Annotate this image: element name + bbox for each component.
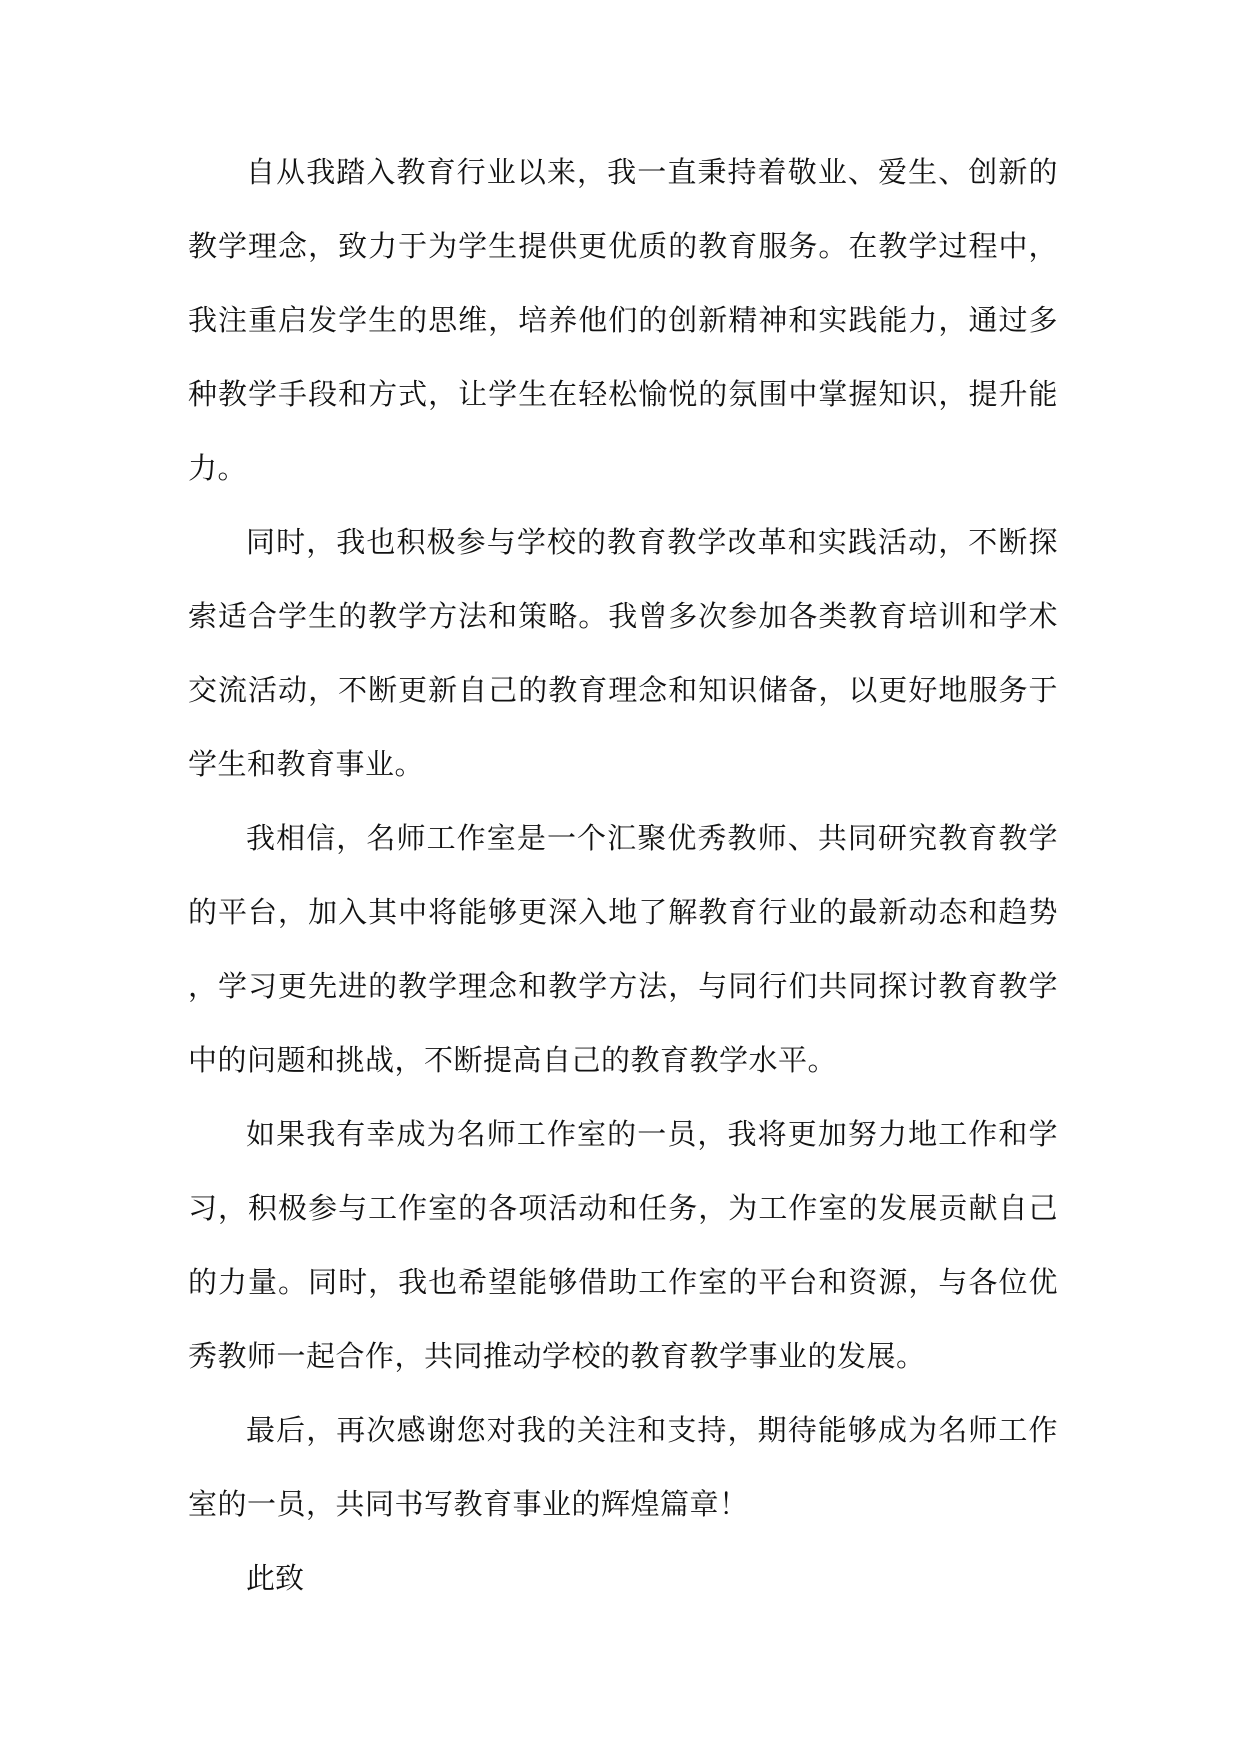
paragraph-1: 自从我踏入教育行业以来，我一直秉持着敬业、爱生、创新的教学理念，致力于为学生提供更优质的教育服务。在教学过程中，我注重启发学生的思维，培养他们的创新精神和实践能力，通过多种教学手段和方式，让学生在轻松愉悦的氛围中掌握知识，提升能力。 bbox=[188, 155, 1058, 485]
closing-salutation: 此致 bbox=[246, 1561, 305, 1595]
paragraph-5: 最后，再次感谢您对我的关注和支持，期待能够成为名师工作室的一员，共同书写教育事业的辉煌篇章！ bbox=[188, 1413, 1058, 1521]
paragraph-3: 我相信，名师工作室是一个汇聚优秀教师、共同研究教育教学的平台，加入其中将能够更深入地了解教育行业的最新动态和趋势，学习更先进的教学理念和教学方法，与同行们共同探讨教育教学中的问题和挑战，不断提高自己的教育教学水平。 bbox=[188, 821, 1058, 1077]
letter-body bbox=[188, 135, 1058, 1615]
paragraph-2: 同时，我也积极参与学校的教育教学改革和实践活动，不断探索适合学生的教学方法和策略。我曾多次参加各类教育培训和学术交流活动，不断更新自己的教育理念和知识储备，以更好地服务于学生和教育事业。 bbox=[188, 525, 1058, 781]
paragraph-4: 如果我有幸成为名师工作室的一员，我将更加努力地工作和学习，积极参与工作室的各项活动和任务，为工作室的发展贡献自己的力量。同时，我也希望能够借助工作室的平台和资源，与各位优秀教师一起合作，共同推动学校的教育教学事业的发展。 bbox=[188, 1117, 1058, 1373]
